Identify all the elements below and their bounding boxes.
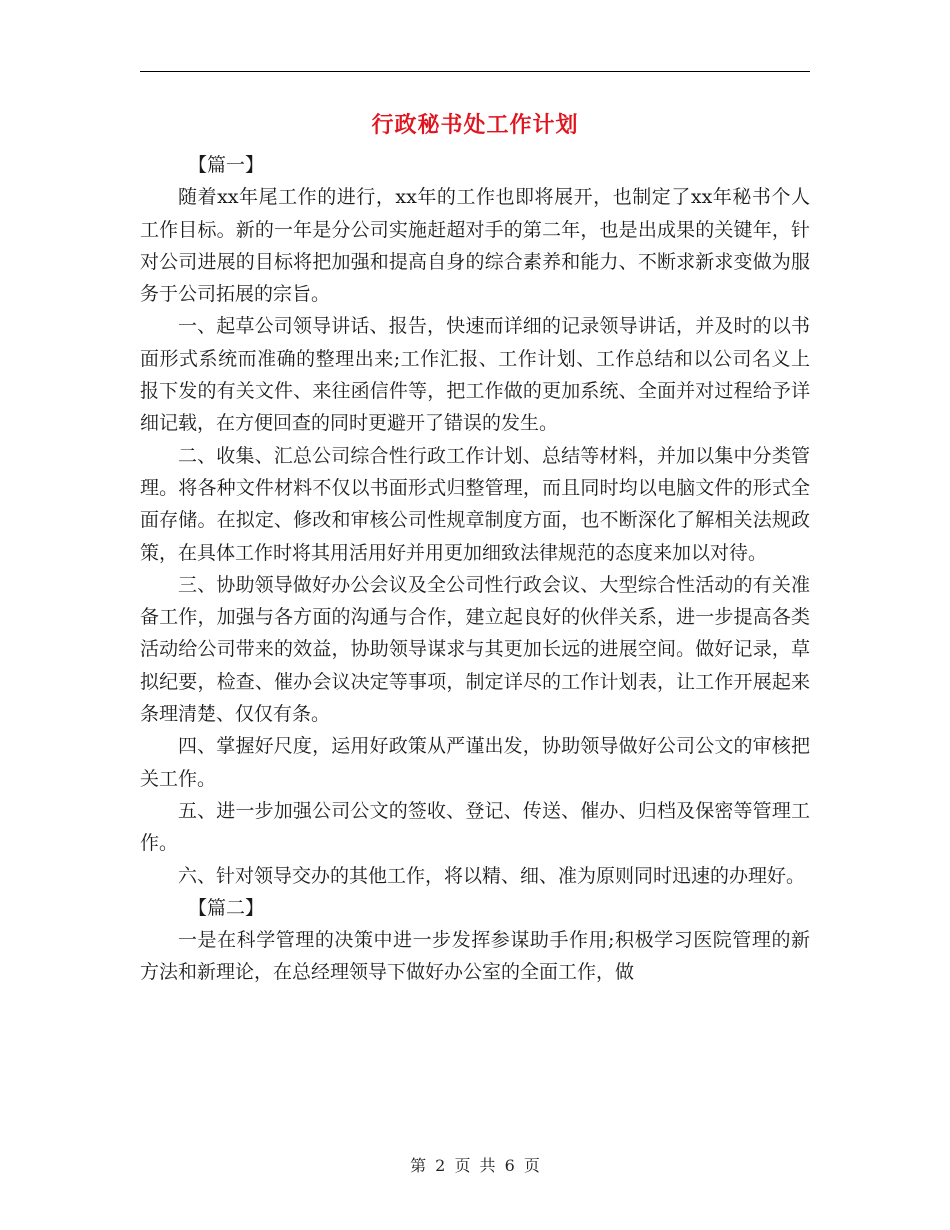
paragraph: 一、起草公司领导讲话、报告，快速而详细的记录领导讲话，并及时的以书面形式系统而准确的整理出来;工作汇报、工作计划、工作总结和以公司名义上报下发的有关文件、来往函信件等，把工作做的更加系统、全面并对过程给予详细记载，在方便回查的同时更避开了错误的发生。 [140,315,810,435]
paragraph: 三、协助领导做好办公会议及全公司性行政会议、大型综合性活动的有关准备工作，加强与各方面的沟通与合作，建立起良好的伙伴关系，进一步提高各类活动给公司带来的效益，协助领导谋求与其更加长远的进展空间。做好记录，草拟纪要，检查、催办会议决定等事项，制定详尽的工作计划表，让工作开展起来条理清楚、仅仅有条。 [140,573,810,726]
page-number: 第 2 页 共 6 页 [410,1156,540,1175]
document-title: 行政秘书处工作计划 [371,113,579,138]
header-rule [140,71,810,72]
paragraph: 六、针对领导交办的其他工作，将以精、细、准为原则同时迅速的办理好。 [178,864,806,887]
paragraph: 二、收集、汇总公司综合性行政工作计划、总结等材料，并加以集中分类管理。将各种文件材料不仅以书面形式归整管理，而且同时均以电脑文件的形式全面存储。在拟定、修改和审核公司性规章制度方面，也不断深化了解相关法规政策，在具体工作时将其用活用好并用更加细致法律规范的态度来加以对待。 [140,444,810,564]
section-heading: 【篇一】 [188,154,265,176]
paragraph: 四、掌握好尺度，运用好政策从严谨出发，协助领导做好公司公文的审核把关工作。 [140,735,810,790]
paragraph: 随着xx年尾工作的进行，xx年的工作也即将展开，也制定了xx年秘书个人工作目标。新的一年是分公司实施赶超对手的第二年，也是出成果的关键年，针对公司进展的目标将把加强和提高自身的综合素养和能力、不断求新求变做为服务于公司拓展的宗旨。 [140,186,810,306]
paragraph: 一是在科学管理的决策中进一步发挥参谋助手作用;积极学习医院管理的新方法和新理论，在总经理领导下做好办公室的全面工作，做 [140,929,810,984]
section-heading: 【篇二】 [188,896,265,919]
paragraph: 五、进一步加强公司公文的签收、登记、传送、催办、归档及保密等管理工作。 [140,799,810,855]
document-body [140,149,810,989]
